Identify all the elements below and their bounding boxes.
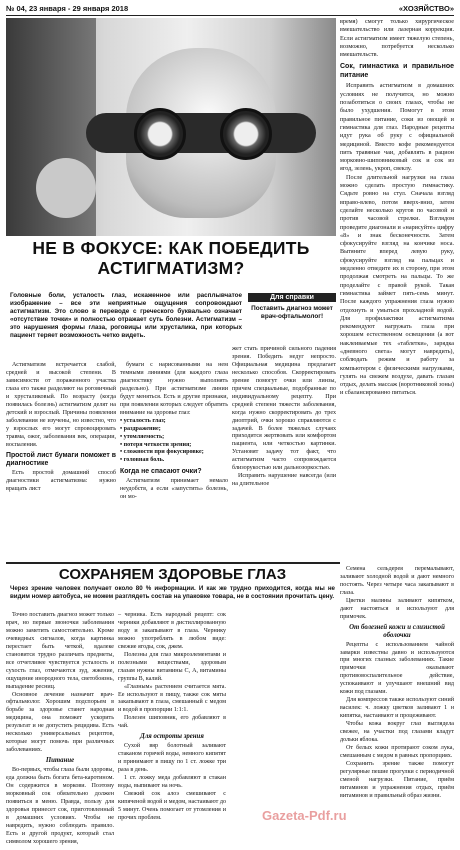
col4-p3: Во-первых, чтобы глаза были здоровы, еда должна быть богата бета-каротином. Он содержится в моркови. Поэтому морковный сок обязательно должен появиться в меню. Правда, пользу для здоровья принесет сок, приготовленный в домашних условиях. Чтобы не навредить, нужно соблюдать правило. Есть и другой продукт, который стал символом хорошего зрения,: [6, 767, 114, 845]
column-3: [232, 346, 336, 489]
page-header: [6, 2, 454, 16]
right-column-p2: После длительной нагрузки на глаза можно сделать простую гимнастику. Сядьте ровно на стул. Сначала взгляд вправо-влево, потом вверх-вниз, затем сделайте несколько кругов по часовой и против часовой стрелки. Взглядом проведите диагонали и «нарисуйте» цифру «8» и знак бесконечности. Затем сфокусируйте взгляд на кончике носа. Вытяните вперед левую руку, сфокусируйте взгляд на пальцах и медленно отведите их в сторону, при этом продолжая смотреть на пальцы. То же проделайте с правой рукой. Такая гимнастика займет пять-семь минут. После каждого упражнения глаза нужно отдохнуть и умыться прохладной водой. Для профилактики астигматизма рекомендуют нагружать глаза при хорошем естественном освещении (а вот наклеиваемые тех «таблетки», зарядка «дневного света» могут навредить), соблюдать режим и работу за компьютером с физическими нагрузками, гулять на свежем воздухе, давать глазам отдых, делать массаж (воротниковой зоны) и сбалансированно питаться.: [340, 173, 454, 397]
col5-p5: Сухой вяр болотный заливают стаканом горячей воды, немного кипятят и принимают в пищу по 1 ст. ложке три раза в день.: [118, 743, 226, 774]
section2-lead: Через зрение человек получает около 80 % информации. И как же трудно приходится, когда мы не видим номер автобуса, не можем разглядеть состав на упаковке товара, не в состоянии прочитать цену.: [10, 585, 335, 600]
col4-p1: Точно поставить диагноз может только врач, но первые звоночки заболевания можно заметить самостоятельно. Кроме очевидных сигналов, когда картинка перестает быть четкой, вдалеке становится трудно различать предметы, все отчетливее чувствуется усталость и сухость глаз, отмечаются зуд, жжение, ощущение инородного тела, светобоязнь, выпадение ресниц.: [6, 612, 114, 690]
column-1: [6, 362, 116, 494]
col6-p3: Рецепты с использованием чайной заварки известны давно и используются при многих глазных заболеваниях. Такие примочки оказывают противовоспалительное действие, успокаивают и улучшают внешний вид кожи под глазами.: [340, 641, 454, 696]
col4-p2: Основное лечение назначит врач-офтальмолог. Хорошим подспорьем в борьбе за здоровье станет народная медицина, она поможет ускорить результат и не допустить рецидива. Есть несколько универсальных рецептов, которые могут помочь при различных заболеваниях.: [6, 691, 114, 754]
column-5: [118, 612, 226, 823]
list-item: • головная боль.: [120, 457, 228, 465]
col5-p6: 1 ст. ложку меда добавляют в стакан воды, выпивают на ночь.: [118, 775, 226, 790]
col5-subheading: Для остроты зрения: [140, 733, 204, 741]
article-headline: НЕ В ФОКУСЕ: КАК ПОБЕДИТЬ АСТИГМАТИЗМ?: [32, 238, 310, 278]
watermark: Gazeta-Pdf.ru: [262, 808, 347, 823]
right-column-p1: Исправить астигматизм в домашних условиях не получится, но можно позаботиться о своих глазах, чтобы не было ухудшения. Помогут в этом правильное питание, соки из овощей и гимнастика для глаз. Народные рецепты идут рука об руку с официальной медициной. Вместо кофе рекомендуется пить травяные чаи, добавлять в рацион морковно-шиповниковый сок и сок из ягод, зелень, укроп, свеклу.: [340, 82, 454, 173]
col1-heading: Простой лист бумаги поможет в диагностике: [6, 452, 116, 468]
col5-p4: Полезен шиповник, его добавляют в чай.: [118, 715, 226, 730]
col1-p2: Есть простой домашний способ диагностики астигматизма: нужно вращать лист: [6, 470, 116, 493]
col4-subheading: Питание: [45, 757, 75, 765]
col6-p7: Сохранить зрение также помогут регулярные пешие прогулки с периодичной сменой нагрузки. Питание, приём витаминов и упражнения отдых, приём витаминов и правильный образ жизни.: [340, 760, 454, 799]
col1-p1: Астигматизм встречается слабой, средней и высокой степени. В зависимости от пораженного участка глаза его также разделяют на роговичный и хрусталиковый. По возрасту (когда появилась болезнь) астигматизм делят на детский и взрослый. Причины появления заболевания не изучены, но известно, что у взрослых его могут спровоцировать травма, ожог, заболевания век, операции, воспаления.: [6, 362, 116, 448]
col3-p1: жет стать причиной сильного падения зрения. Победить недуг непросто. Официальная медицина предлагает несколько способов. Скорректировать зрение помогут очки или линзы, причем специальные, подобранные по индивидуальному рецепту. При средней степени тяжести заболевания, когда нужно скорректировать до трех диоптрий, очки хорошо справляются с задачей. В более тяжелых случаях приходится жертвовать или комфортом пациента, или четкостью картинки. Установят задачу тот факт, что астигматизм часто сопровождается близорукостью или дальнозоркостью.: [232, 346, 336, 472]
col5-p1: – черника. Есть народный рецепт: сок черники добавляют в дистиллированную воду и закапывают в глаза. Чернику можно употреблять в любом виде: свежие ягоды, сок, джем.: [118, 612, 226, 650]
column-2: [120, 362, 228, 502]
column-6: [340, 566, 454, 801]
col5-p2: Полезны для глаз микроэлементами и полезными веществами, здоровым глазам нужны витамины С, А, витамины группы В, калий.: [118, 651, 226, 682]
right-column: [340, 18, 454, 398]
col2-heading: Когда не спасают очки?: [120, 468, 202, 476]
list-item: • потеря четкости зрения;: [120, 442, 228, 450]
list-item: • раздражение;: [120, 426, 228, 434]
col6-p5: Чтобы кожа вокруг глаз выглядела свежее, на участки под глазами кладут дольки яблока.: [340, 721, 454, 744]
col6-p1: Семена сельдерея перемалывают, заливают холодной водой и дают немного постоять. Через четыре часа закапывают в глаза.: [340, 566, 454, 596]
sidebar-note: Поставить диагноз может врач-офтальмолог!: [251, 305, 333, 320]
article-lead: Головные боли, усталость глаз, искаженное или расплывчатое изображение – все эти неприятные ощущения сопровождают астигматизм. Это слово в переводе с греческого буквально означает «отсутствие точки» и полностью отражает суть болезни. Астигматизм – это нарушения формы глаза, роговицы или хрусталика, при которых пациент теряет возможность четко видеть.: [10, 292, 242, 339]
newspaper-name: «ХОЗЯЙСТВО»: [398, 4, 454, 13]
column-4: [6, 612, 114, 847]
col6-p6: От белых кожи протирают соком лука, смешанным с медом в равных пропорциях.: [340, 744, 454, 759]
list-item: • сложности при фокусировке;: [120, 449, 228, 457]
right-column-heading: Сок, гимнастика и правильное питание: [340, 63, 454, 79]
symptom-list: [120, 418, 228, 466]
col6-subheading: От болезней кожи и слизистой оболочки: [349, 623, 445, 639]
col3-p2: Исправить нарушение навсегда (или на длительное: [232, 473, 336, 488]
article-photo: [6, 18, 336, 236]
col5-p3: «Глазным» растением считается мята. Ее используют в пищу, также сок мяты закапывают в глаза, смешанный с медом и водой в пропорции 1:1:1.: [118, 683, 226, 714]
list-item: • утомляемость;: [120, 434, 228, 442]
sidebar-title: Для справки: [248, 293, 336, 302]
col6-p4: Для компрессов также используют синий василек: ч. ложку цветков заливают 1 н кипятка, настаивают и процеживают.: [340, 697, 454, 720]
section2-headline: СОХРАНЯЕМ ЗДОРОВЬЕ ГЛАЗ: [58, 566, 287, 583]
issue-date: № 04, 23 января - 29 января 2018: [6, 4, 129, 13]
col6-p2: Цветки малины заливают кипятком, дают настояться и используют для примочек.: [340, 597, 454, 620]
col2-p2: Астигматизм принимает немало неудобств, а если «запустить» болезнь, он мо-: [120, 478, 228, 501]
col2-p1: бумаги с нарисованными на нем темными линиями (для каждого глаза диагностику нужно выполнять раздельно). При астигматизме линии будут меняться. Есть и другие признаки, при появлении которых следует обратить внимание на здоровье глаз:: [120, 362, 228, 416]
col5-p7: Свежий сок алоэ смешивают с кипяченой водой и медом, настаивают до 5 минут. Очень помогает от утомления и прочих проблем.: [118, 790, 226, 821]
list-item: • усталость глаз;: [120, 418, 228, 426]
section-divider: [6, 562, 340, 564]
right-column-intro: время) смогут только хирургическое вмешательство или лазерная коррекция. Если астигматизм имеет тяжелую степень, возможно, потребуется несколько вмешательств.: [340, 18, 454, 59]
